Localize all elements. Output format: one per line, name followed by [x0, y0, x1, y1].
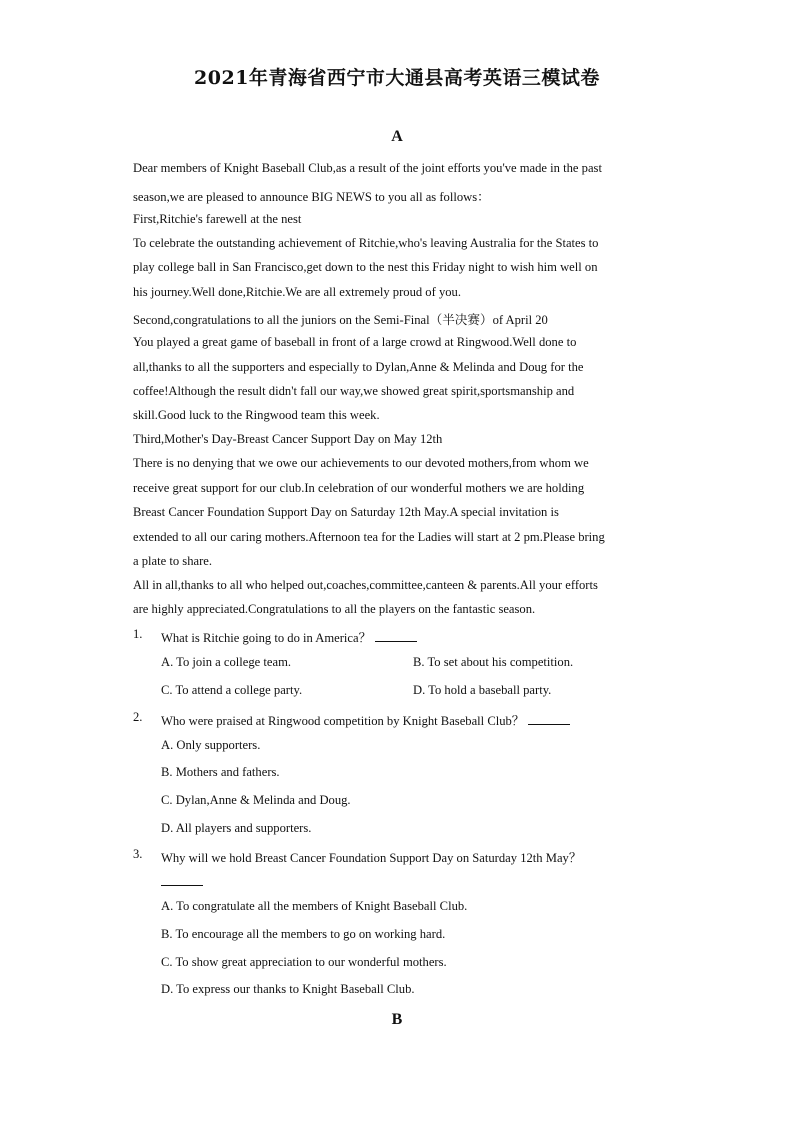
answer-blank[interactable]: [375, 631, 417, 642]
passage-line: are highly appreciated.Congratulations to all the players on the fantastic season.: [133, 602, 536, 616]
option-3b[interactable]: B. To encourage all the members to go on working hard.: [161, 927, 446, 941]
passage-line: First,Ritchie's farewell at the nest: [133, 212, 302, 226]
question-number: 2.: [133, 710, 143, 724]
passage-line: Breast Cancer Foundation Support Day on Saturday 12th May.A special invitation is: [133, 505, 559, 519]
option-3d[interactable]: D. To express our thanks to Knight Baseball Club.: [161, 982, 415, 996]
page-title: 2021年青海省西宁市大通县高考英语三模试卷: [194, 67, 600, 89]
passage-line: To celebrate the outstanding achievement of Ritchie,who's leaving Australia for the States to: [133, 236, 599, 250]
passage-line: receive great support for our club.In celebration of our wonderful mothers we are holding: [133, 481, 585, 495]
option-2b[interactable]: B. Mothers and fathers.: [161, 765, 280, 779]
passage-line: coffee!Although the result didn't fall our way,we showed great spirit,sportsmanship and: [133, 384, 575, 398]
question-1-text: What is Ritchie going to do in America？: [161, 631, 372, 645]
option-1c[interactable]: C. To attend a college party.: [161, 683, 303, 697]
option-2d[interactable]: D. All players and supporters.: [161, 821, 312, 835]
question-number: 1.: [133, 627, 143, 641]
option-2a[interactable]: A. Only supporters.: [161, 738, 261, 752]
passage-line: his journey.Well done,Ritchie.We are all extremely proud of you.: [133, 285, 461, 299]
passage-line: Third,Mother's Day-Breast Cancer Support Day on May 12th: [133, 432, 443, 446]
passage-line: season,we are pleased to announce BIG NEWS to you all as follows：: [133, 190, 490, 204]
option-3c[interactable]: C. To show great appreciation to our wonderful mothers.: [161, 955, 447, 969]
question-text: [161, 710, 570, 729]
option-1d[interactable]: D. To hold a baseball party.: [413, 683, 552, 697]
option-1b[interactable]: B. To set about his competition.: [413, 655, 574, 669]
question-text: [161, 627, 417, 646]
question-3-text: Why will we hold Breast Cancer Foundation Support Day on Saturday 12th May？: [161, 851, 582, 865]
answer-blank[interactable]: [528, 714, 570, 725]
passage-line: all,thanks to all the supporters and especially to Dylan,Anne & Melinda and Doug for the: [133, 360, 584, 374]
answer-blank[interactable]: [161, 884, 203, 886]
passage-line: skill.Good luck to the Ringwood team this week.: [133, 408, 380, 422]
section-heading-b: B: [391, 1011, 403, 1028]
passage-line: You played a great game of baseball in front of a large crowd at Ringwood.Well done to: [133, 335, 577, 349]
option-1a[interactable]: A. To join a college team.: [161, 655, 292, 669]
passage-line: There is no denying that we owe our achievements to our devoted mothers,from whom we: [133, 456, 589, 470]
passage-line: Second,congratulations to all the juniors on the Semi-Final（半决赛）of April 20: [133, 313, 548, 327]
option-2c[interactable]: C. Dylan,Anne & Melinda and Doug.: [161, 793, 351, 807]
passage-line: Dear members of Knight Baseball Club,as a result of the joint efforts you've made in the past: [133, 161, 602, 175]
option-3a[interactable]: A. To congratulate all the members of Knight Baseball Club.: [161, 899, 468, 913]
passage-line: a plate to share.: [133, 554, 213, 568]
passage-line: extended to all our caring mothers.Afternoon tea for the Ladies will start at 2 pm.Please bring: [133, 530, 605, 544]
passage-line: play college ball in San Francisco,get down to the nest this Friday night to wish him well on: [133, 260, 598, 274]
question-number: 3.: [133, 847, 143, 861]
question-2-text: Who were praised at Ringwood competition by Knight Baseball Club？: [161, 714, 525, 728]
passage-line: All in all,thanks to all who helped out,coaches,committee,canteen & parents.All your efforts: [133, 578, 598, 592]
section-heading-a: A: [391, 128, 403, 145]
